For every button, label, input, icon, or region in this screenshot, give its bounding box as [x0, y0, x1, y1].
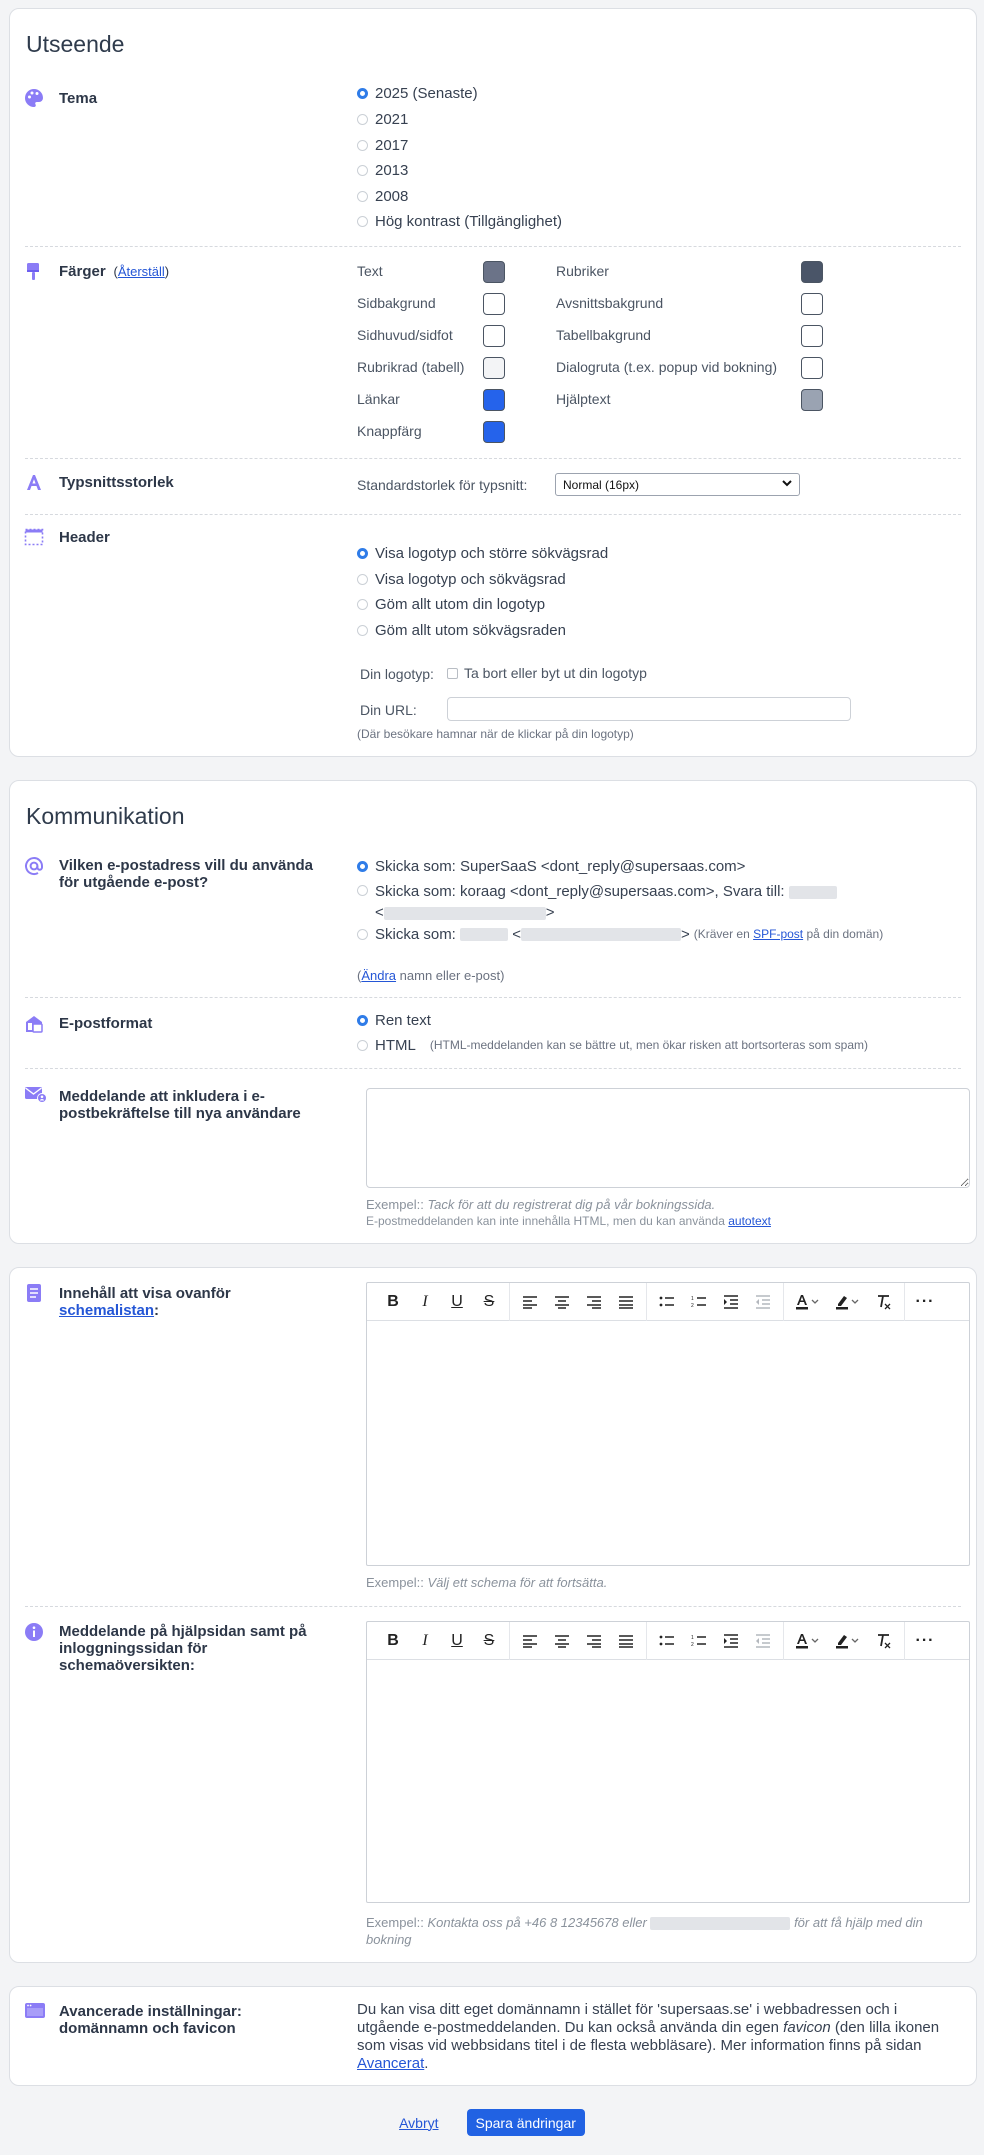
help-page-editor[interactable]: [366, 1621, 970, 1903]
align-center-icon[interactable]: [546, 1288, 578, 1316]
header-option-logo-breadcrumb[interactable]: Visa logotyp och sökvägsrad: [357, 569, 566, 589]
color-label-header-footer: Sidhuvud/sidfot: [357, 327, 453, 343]
radio[interactable]: [357, 140, 368, 151]
color-label-text: Text: [357, 263, 383, 279]
svg-text:2: 2: [691, 1641, 694, 1648]
logo-field-label: Din logotyp:: [360, 666, 434, 682]
color-swatch-section-bg[interactable]: [801, 293, 823, 315]
radio-selected[interactable]: [357, 88, 368, 99]
appearance-title: Utseende: [26, 31, 125, 57]
save-changes-button[interactable]: Spara ändringar: [467, 2109, 585, 2136]
svg-text:1: 1: [691, 1295, 694, 1302]
italic-icon[interactable]: I: [422, 1631, 428, 1649]
highlight-color-icon[interactable]: [828, 1288, 868, 1316]
divider: [25, 997, 961, 998]
theme-option-2025[interactable]: 2025 (Senaste): [357, 83, 478, 103]
email-format-icon: [24, 1014, 46, 1036]
align-justify-icon[interactable]: [610, 1288, 642, 1316]
numbered-list-icon[interactable]: [683, 1288, 715, 1316]
editor-toolbar: [367, 1622, 969, 1660]
html-note: (HTML-meddelanden kan se bättre ut, men ökar risken att bortsorteras som spam): [429, 1038, 869, 1052]
cancel-link[interactable]: Avbryt: [399, 2114, 439, 2131]
radio[interactable]: [357, 114, 368, 125]
color-swatch-header-footer[interactable]: [483, 325, 505, 347]
font-size-select[interactable]: [555, 473, 800, 496]
reset-colors-link[interactable]: Återställ: [117, 264, 165, 279]
spf-note: (Kräver en SPF-post på din domän): [693, 927, 884, 941]
theme-option-high-contrast[interactable]: Hög kontrast (Tillgänglighet): [357, 211, 562, 231]
email-option-supersaas[interactable]: Skicka som: SuperSaaS <dont_reply@supersaas.com>: [357, 856, 745, 876]
color-swatch-help-text[interactable]: [801, 389, 823, 411]
align-right-icon[interactable]: [578, 1288, 610, 1316]
clear-formatting-icon[interactable]: [868, 1627, 900, 1655]
radio[interactable]: [357, 599, 368, 610]
envelope-user-icon: [24, 1084, 46, 1106]
align-left-icon[interactable]: [514, 1627, 546, 1655]
divider: [25, 1606, 961, 1607]
text-color-icon[interactable]: [788, 1627, 828, 1655]
format-option-plain[interactable]: Ren text: [357, 1010, 431, 1030]
more-options-icon[interactable]: ···: [915, 1292, 935, 1310]
above-schedule-editor[interactable]: [366, 1282, 970, 1566]
format-option-html[interactable]: HTML (HTML-meddelanden kan se bättre ut, men ökar risken att bortsorteras som spam): [357, 1035, 868, 1055]
reset-colors: (Återställ): [113, 264, 170, 279]
align-center-icon[interactable]: [546, 1627, 578, 1655]
email-option-custom[interactable]: Skicka som: < > (Kräver en SPF-post på din domän): [357, 924, 883, 944]
remove-logo-option[interactable]: Ta bort eller byt ut din logotyp: [447, 665, 647, 681]
align-right-icon[interactable]: [578, 1627, 610, 1655]
redacted-email: [650, 1917, 790, 1930]
radio[interactable]: [357, 216, 368, 227]
advanced-link[interactable]: Avancerat: [357, 2055, 425, 2072]
email-option-reply-to[interactable]: Skicka som: koraag <dont_reply@supersaas.com>, Svara till: < >: [357, 881, 837, 921]
highlight-color-icon[interactable]: [828, 1627, 868, 1655]
radio[interactable]: [357, 165, 368, 176]
align-left-icon[interactable]: [514, 1288, 546, 1316]
communication-panel: [9, 780, 977, 1244]
help-page-message-label: Meddelande på hjälpsidan samt på inloggningssidan för schemaöversikten:: [59, 1623, 307, 1674]
color-label-help-text: Hjälptext: [556, 391, 611, 407]
theme-option-2013[interactable]: 2013: [357, 160, 408, 180]
color-swatch-headings[interactable]: [801, 261, 823, 283]
appearance-panel: [9, 8, 977, 757]
header-option-logo-only[interactable]: Göm allt utom din logotyp: [357, 594, 545, 614]
more-options-icon[interactable]: ···: [915, 1631, 935, 1649]
spf-link[interactable]: SPF-post: [753, 927, 804, 941]
change-sender-link[interactable]: Ändra: [361, 968, 397, 983]
indent-icon[interactable]: [715, 1627, 747, 1655]
divider: [25, 458, 961, 459]
svg-text:2: 2: [691, 1302, 694, 1309]
color-swatch-dialog[interactable]: [801, 357, 823, 379]
info-icon: [24, 1622, 46, 1644]
redacted-name: [460, 928, 508, 941]
color-label-button: Knappfärg: [357, 423, 422, 439]
communication-title: Kommunikation: [26, 803, 185, 829]
color-label-headings: Rubriker: [556, 263, 609, 279]
radio[interactable]: [357, 1040, 368, 1051]
content-panel: [9, 1267, 977, 1963]
color-label-table-bg: Tabellbakgrund: [556, 327, 651, 343]
theme-label: Tema: [59, 90, 98, 107]
radio-selected[interactable]: [357, 861, 368, 872]
color-swatch-links[interactable]: [483, 389, 505, 411]
color-label-links: Länkar: [357, 391, 400, 407]
font-size-icon: [24, 472, 46, 494]
above-schedule-label: Innehåll att visa ovanför schemalistan:: [59, 1285, 231, 1319]
form-actions: [0, 2109, 984, 2136]
palette-icon: [24, 88, 46, 110]
above-schedule-example: Exempel:: Välj ett schema för att fortsätta.: [366, 1575, 608, 1590]
header-label: Header: [59, 529, 110, 546]
chevron-down-icon: [781, 477, 793, 492]
redacted-email: [521, 928, 681, 941]
radio[interactable]: [357, 625, 368, 636]
radio[interactable]: [357, 929, 368, 940]
welcome-example: Exempel:: Tack för att du registrerat dig på vår bokningssida.: [366, 1197, 716, 1212]
clear-formatting-icon[interactable]: [868, 1288, 900, 1316]
welcome-note: E-postmeddelanden kan inte innehålla HTML, men du kan använda autotext: [366, 1214, 771, 1228]
theme-option-2008[interactable]: 2008: [357, 186, 408, 206]
redacted-email: [789, 886, 837, 899]
strikethrough-icon[interactable]: S: [483, 1631, 495, 1649]
color-label-section-bg: Avsnittsbakgrund: [556, 295, 664, 311]
autotext-link[interactable]: autotext: [728, 1214, 771, 1228]
divider: [25, 246, 961, 247]
color-swatch-text[interactable]: [483, 261, 505, 283]
svg-text:1: 1: [691, 1634, 694, 1641]
browser-window-icon: [24, 2001, 46, 2023]
radio[interactable]: [357, 885, 368, 896]
email-format-label: E-postformat: [59, 1015, 153, 1032]
strikethrough-icon[interactable]: S: [483, 1292, 495, 1310]
email-question-label: Vilken e-postadress vill du använda för utgående e-post?: [59, 857, 313, 891]
divider: [25, 1068, 961, 1069]
change-sender-note: (Ändra namn eller e-post): [357, 968, 505, 983]
underline-icon[interactable]: U: [451, 1631, 463, 1649]
outdent-icon[interactable]: [747, 1627, 779, 1655]
radio[interactable]: [357, 191, 368, 202]
color-swatch-table-bg[interactable]: [801, 325, 823, 347]
redacted-email: [384, 907, 546, 920]
remove-logo-checkbox[interactable]: [447, 668, 458, 679]
numbered-list-icon[interactable]: [683, 1627, 715, 1655]
text-color-icon[interactable]: [788, 1288, 828, 1316]
align-justify-icon[interactable]: [610, 1627, 642, 1655]
indent-icon[interactable]: [715, 1288, 747, 1316]
font-size-label: Typsnittsstorlek: [59, 474, 174, 491]
advanced-description: Du kan visa ditt eget domännamn i stället för 'supersaas.se' i webbadressen och i utgående e-postmeddelanden. Du kan också använda din egen favicon (den lilla ikonen som visas vid webbsidans titel i de flesta webbläsare). Mer information finns på sidan Avancerat.: [357, 2001, 940, 2072]
radio-selected[interactable]: [357, 548, 368, 559]
welcome-message-label: Meddelande att inkludera i e-postbekräftelse till nya användare: [59, 1088, 301, 1122]
font-size-selected: Normal (16px): [563, 478, 640, 492]
bold-icon[interactable]: B: [387, 1631, 399, 1649]
theme-option-2017[interactable]: 2017: [357, 135, 408, 155]
editor-toolbar: [367, 1283, 969, 1321]
radio-selected[interactable]: [357, 1015, 368, 1026]
radio[interactable]: [357, 574, 368, 585]
url-hint: (Där besökare hamnar när de klickar på din logotyp): [357, 727, 634, 741]
color-swatch-page-bg[interactable]: [483, 293, 505, 315]
header-icon: [24, 527, 46, 549]
bullet-list-icon[interactable]: [651, 1627, 683, 1655]
bullet-list-icon[interactable]: [651, 1288, 683, 1316]
header-option-breadcrumb-only[interactable]: Göm allt utom sökvägsraden: [357, 620, 566, 640]
color-label-page-bg: Sidbakgrund: [357, 295, 436, 311]
advanced-settings-label: Avancerade inställningar: domännamn och favicon: [59, 2003, 242, 2037]
welcome-message-textarea[interactable]: [366, 1088, 970, 1188]
url-field-label: Din URL:: [360, 702, 417, 718]
color-swatch-table-header[interactable]: [483, 357, 505, 379]
italic-icon[interactable]: I: [422, 1292, 428, 1310]
font-size-field-label: Standardstorlek för typsnitt:: [357, 477, 528, 493]
help-page-example: Exempel:: Kontakta oss på +46 8 12345678 eller för att få hjälp med din bokning: [366, 1915, 923, 1947]
schedule-list-link[interactable]: schemalistan: [59, 1302, 155, 1319]
at-sign-icon: [24, 856, 46, 878]
underline-icon[interactable]: U: [451, 1292, 463, 1310]
bold-icon[interactable]: B: [387, 1292, 399, 1310]
color-swatch-button[interactable]: [483, 421, 505, 443]
paintbrush-icon: [24, 261, 46, 283]
outdent-icon[interactable]: [747, 1288, 779, 1316]
theme-option-2021[interactable]: 2021: [357, 109, 408, 129]
divider: [25, 514, 961, 515]
advanced-panel: [9, 1986, 977, 2086]
color-label-dialog: Dialogruta (t.ex. popup vid bokning): [556, 359, 778, 375]
logo-url-input[interactable]: [447, 697, 851, 721]
document-icon: [24, 1283, 46, 1305]
color-label-table-header: Rubrikrad (tabell): [357, 359, 465, 375]
header-option-logo-large-breadcrumb[interactable]: Visa logotyp och större sökvägsrad: [357, 543, 608, 563]
colors-label: Färger (Återställ): [59, 263, 170, 280]
